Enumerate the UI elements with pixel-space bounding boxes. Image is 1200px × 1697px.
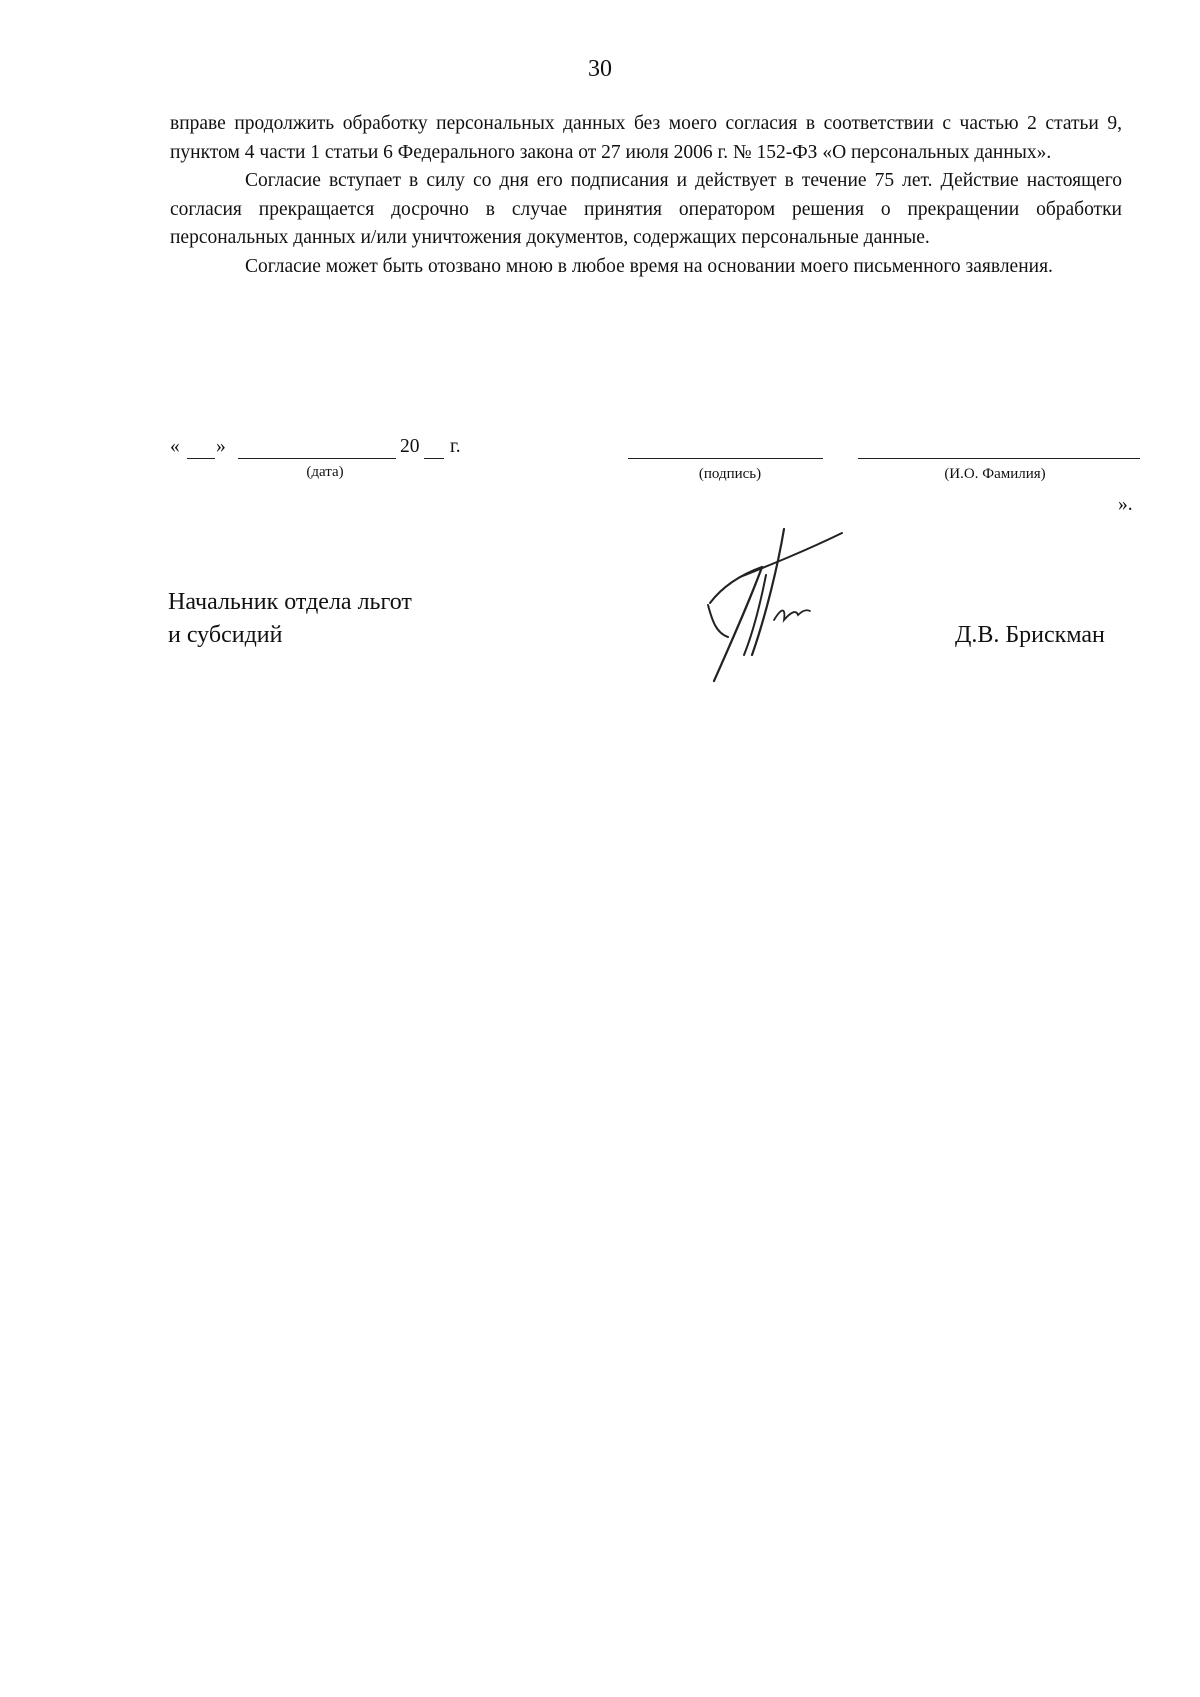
paragraph-3: Согласие может быть отозвано мною в любое время на основании моего письменного заявления. (245, 255, 1053, 277)
caption-signature: (подпись) (698, 466, 762, 482)
date-close-quote: » (216, 436, 226, 457)
signer-position-line2: и субсидий (168, 622, 283, 648)
body-text (170, 110, 1122, 281)
handwritten-signature (700, 525, 860, 685)
year-prefix: 20 (400, 436, 420, 457)
signer-name: Д.В. Брискман (955, 622, 1105, 648)
day-blank-line (187, 458, 215, 459)
caption-date: (дата) (306, 464, 344, 480)
page-number: 30 (588, 56, 612, 82)
signature-blank-line (628, 458, 823, 459)
paragraph-1: вправе продолжить обработку персональных данных без моего согласия в соответствии с частью 2 статьи 9, пунктом 4 части 1 статьи 6 Федерального закона от 27 июля 2006 г. № 152-ФЗ «О персональных данных». (170, 113, 1122, 163)
year-suffix: г. (450, 436, 461, 457)
signer-position (168, 586, 412, 652)
year-blank-line (424, 458, 444, 459)
month-blank-line (238, 458, 396, 459)
name-blank-line (858, 458, 1140, 459)
closing-quote-mark: ». (1118, 494, 1133, 515)
signer-position-line1: Начальник отдела льгот (168, 589, 412, 615)
paragraph-2: Согласие вступает в силу со дня его подписания и действует в течение 75 лет. Действие настоящего согласия прекращается досрочно в случае принятия оператором решения о прекращении обработки персональных данных и/или уничтожения документов, содержащих персональные данные. (170, 170, 1122, 248)
date-open-quote: « (170, 436, 180, 457)
caption-name: (И.О. Фамилия) (944, 466, 1046, 482)
